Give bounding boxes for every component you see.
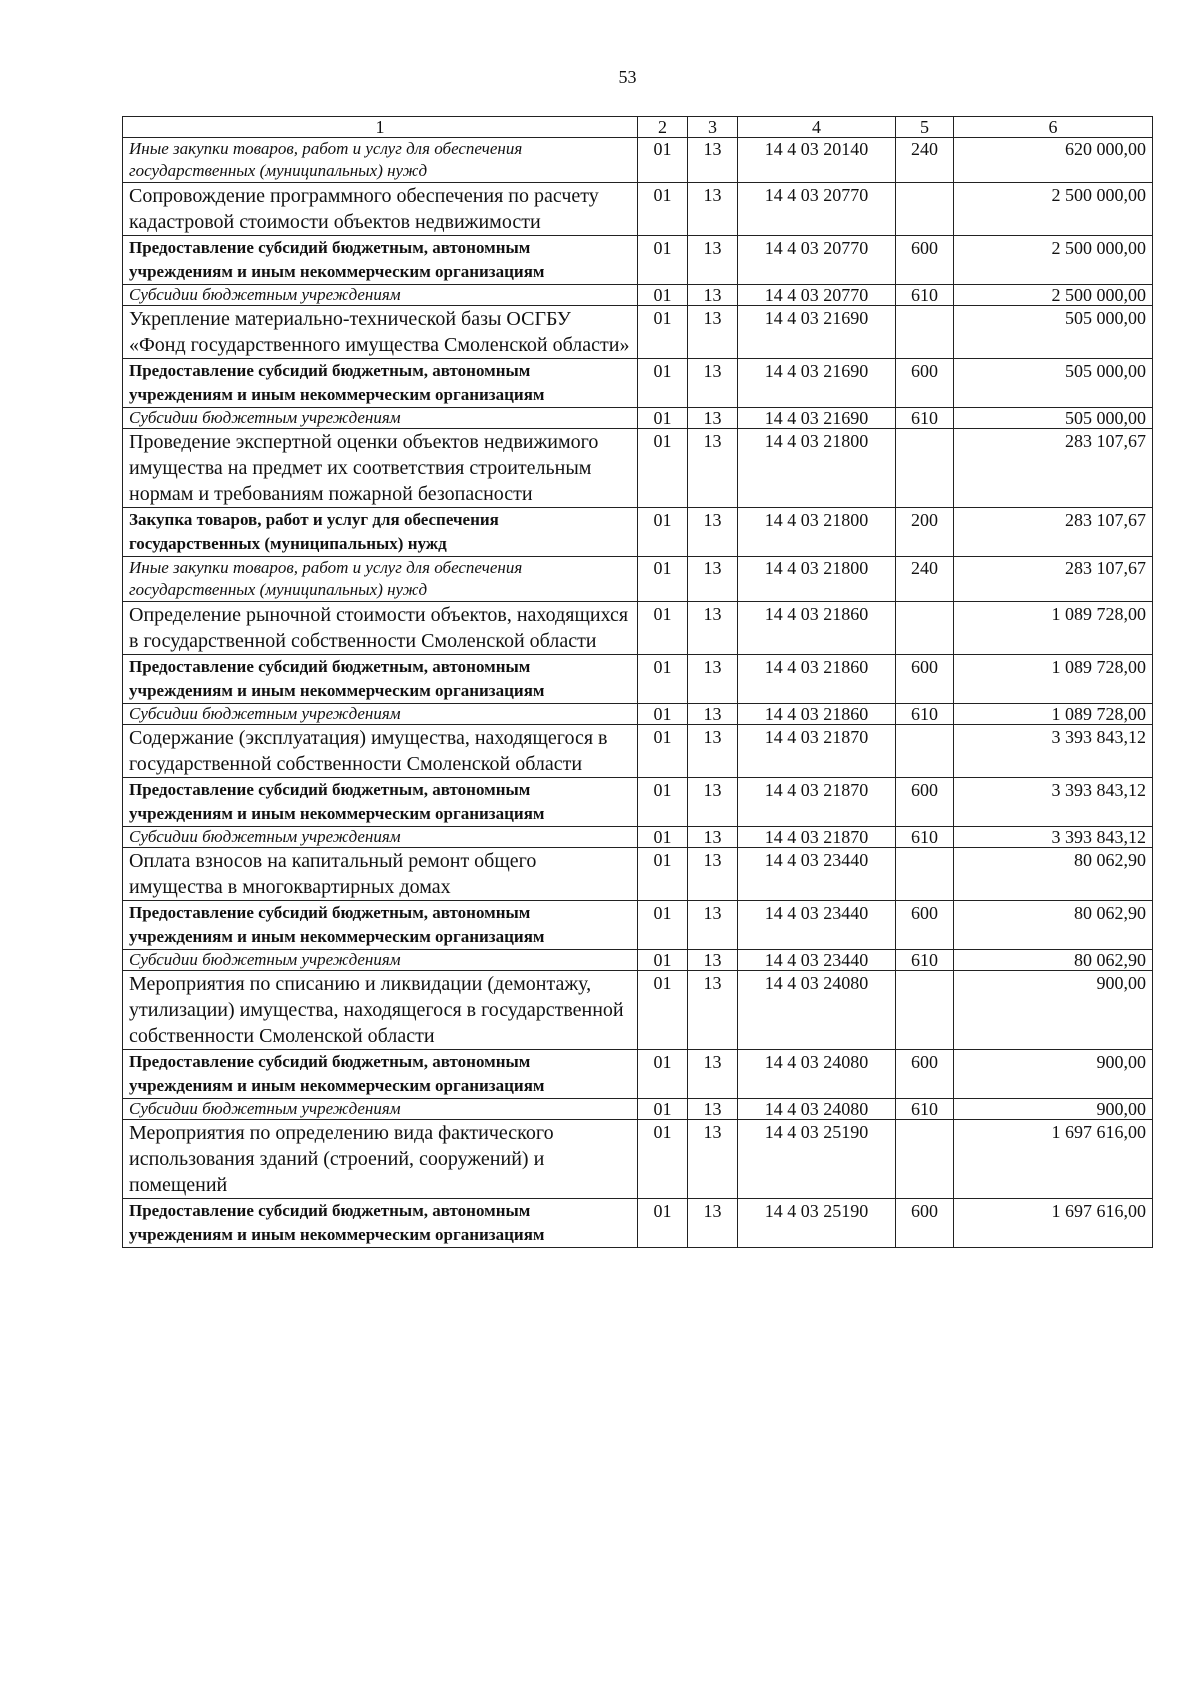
- row-section-cell: 01: [638, 971, 688, 1050]
- page-number: 53: [618, 67, 637, 87]
- row-expense-type-cell: 240: [896, 138, 954, 183]
- row-target-article-cell: 14 4 03 25190: [738, 1199, 896, 1248]
- row-subsection-cell: 13: [688, 359, 738, 408]
- row-expense-type-cell: 600: [896, 236, 954, 285]
- row-section-cell: 01: [638, 408, 688, 429]
- row-subsection-cell: 13: [688, 1199, 738, 1248]
- row-section-cell: 01: [638, 557, 688, 602]
- row-section-cell: 01: [638, 704, 688, 725]
- row-amount-cell: 2 500 000,00: [954, 285, 1153, 306]
- table-row: [123, 1099, 1153, 1120]
- row-amount-cell: 505 000,00: [954, 359, 1153, 408]
- row-target-article-cell: 14 4 03 21860: [738, 655, 896, 704]
- row-expense-type-cell: [896, 971, 954, 1050]
- row-expense-type-cell: 240: [896, 557, 954, 602]
- row-section-cell: 01: [638, 183, 688, 236]
- row-section-cell: 01: [638, 1099, 688, 1120]
- table-row: [123, 183, 1153, 236]
- row-target-article-cell: 14 4 03 21870: [738, 827, 896, 848]
- table-row: [123, 971, 1153, 1050]
- table-row: [123, 1050, 1153, 1099]
- row-target-article-cell: 14 4 03 24080: [738, 1099, 896, 1120]
- row-target-article-cell: 14 4 03 21690: [738, 408, 896, 429]
- table-row: [123, 655, 1153, 704]
- row-target-article-cell: 14 4 03 21690: [738, 359, 896, 408]
- row-amount-cell: 3 393 843,12: [954, 725, 1153, 778]
- row-amount-cell: 505 000,00: [954, 306, 1153, 359]
- row-name-cell: Определение рыночной стоимости объектов, находящихся в государственной собственности Смоленской области: [123, 602, 638, 655]
- table-row: [123, 429, 1153, 508]
- row-amount-cell: 1 697 616,00: [954, 1199, 1153, 1248]
- row-amount-cell: 283 107,67: [954, 429, 1153, 508]
- row-subsection-cell: 13: [688, 971, 738, 1050]
- row-amount-cell: 620 000,00: [954, 138, 1153, 183]
- row-amount-cell: 900,00: [954, 1050, 1153, 1099]
- row-target-article-cell: 14 4 03 21800: [738, 429, 896, 508]
- row-amount-cell: 283 107,67: [954, 508, 1153, 557]
- row-name-cell: Предоставление субсидий бюджетным, автономным учреждениям и иным некоммерческим организациям: [123, 1050, 638, 1099]
- row-subsection-cell: 13: [688, 306, 738, 359]
- row-expense-type-cell: 610: [896, 950, 954, 971]
- row-subsection-cell: 13: [688, 778, 738, 827]
- row-expense-type-cell: [896, 306, 954, 359]
- row-target-article-cell: 14 4 03 23440: [738, 901, 896, 950]
- row-expense-type-cell: 610: [896, 704, 954, 725]
- row-section-cell: 01: [638, 602, 688, 655]
- table-row: [123, 306, 1153, 359]
- row-section-cell: 01: [638, 950, 688, 971]
- row-name-cell: Субсидии бюджетным учреждениям: [123, 950, 638, 971]
- row-amount-cell: 2 500 000,00: [954, 236, 1153, 285]
- row-expense-type-cell: 200: [896, 508, 954, 557]
- row-subsection-cell: 13: [688, 901, 738, 950]
- row-expense-type-cell: 610: [896, 827, 954, 848]
- row-subsection-cell: 13: [688, 725, 738, 778]
- table-row: [123, 704, 1153, 725]
- table-row: [123, 508, 1153, 557]
- row-subsection-cell: 13: [688, 1099, 738, 1120]
- row-subsection-cell: 13: [688, 408, 738, 429]
- row-name-cell: Содержание (эксплуатация) имущества, находящегося в государственной собственности Смоленской области: [123, 725, 638, 778]
- table-row: [123, 1120, 1153, 1199]
- row-target-article-cell: 14 4 03 21870: [738, 725, 896, 778]
- row-section-cell: 01: [638, 848, 688, 901]
- row-section-cell: 01: [638, 285, 688, 306]
- row-subsection-cell: 13: [688, 183, 738, 236]
- row-name-cell: Субсидии бюджетным учреждениям: [123, 1099, 638, 1120]
- row-name-cell: Мероприятия по определению вида фактического использования зданий (строений, сооружений) и помещений: [123, 1120, 638, 1199]
- row-target-article-cell: 14 4 03 21870: [738, 778, 896, 827]
- column-header: 2: [638, 117, 688, 138]
- row-target-article-cell: 14 4 03 21860: [738, 704, 896, 725]
- row-section-cell: 01: [638, 778, 688, 827]
- column-number-row: [123, 117, 1153, 138]
- row-expense-type-cell: 610: [896, 408, 954, 429]
- row-target-article-cell: 14 4 03 23440: [738, 950, 896, 971]
- row-name-cell: Иные закупки товаров, работ и услуг для обеспечения государственных (муниципальных) нужд: [123, 138, 638, 183]
- row-section-cell: 01: [638, 508, 688, 557]
- table-row: [123, 778, 1153, 827]
- row-name-cell: Предоставление субсидий бюджетным, автономным учреждениям и иным некоммерческим организациям: [123, 655, 638, 704]
- row-expense-type-cell: [896, 1120, 954, 1199]
- row-target-article-cell: 14 4 03 20770: [738, 183, 896, 236]
- table-row: [123, 827, 1153, 848]
- table-row: [123, 848, 1153, 901]
- row-name-cell: Оплата взносов на капитальный ремонт общего имущества в многоквартирных домах: [123, 848, 638, 901]
- row-name-cell: Закупка товаров, работ и услуг для обеспечения государственных (муниципальных) нужд: [123, 508, 638, 557]
- table-row: [123, 138, 1153, 183]
- row-section-cell: 01: [638, 1050, 688, 1099]
- row-subsection-cell: 13: [688, 285, 738, 306]
- column-header: 3: [688, 117, 738, 138]
- row-subsection-cell: 13: [688, 704, 738, 725]
- row-name-cell: Предоставление субсидий бюджетным, автономным учреждениям и иным некоммерческим организациям: [123, 1199, 638, 1248]
- row-expense-type-cell: 600: [896, 1199, 954, 1248]
- row-name-cell: Субсидии бюджетным учреждениям: [123, 827, 638, 848]
- row-expense-type-cell: [896, 848, 954, 901]
- column-header: 5: [896, 117, 954, 138]
- row-section-cell: 01: [638, 1120, 688, 1199]
- column-header: 6: [954, 117, 1153, 138]
- row-expense-type-cell: 600: [896, 1050, 954, 1099]
- row-expense-type-cell: 610: [896, 1099, 954, 1120]
- row-section-cell: 01: [638, 1199, 688, 1248]
- row-section-cell: 01: [638, 655, 688, 704]
- row-section-cell: 01: [638, 236, 688, 285]
- row-target-article-cell: 14 4 03 25190: [738, 1120, 896, 1199]
- row-name-cell: Субсидии бюджетным учреждениям: [123, 285, 638, 306]
- row-name-cell: Предоставление субсидий бюджетным, автономным учреждениям и иным некоммерческим организациям: [123, 359, 638, 408]
- row-expense-type-cell: [896, 602, 954, 655]
- table-row: [123, 725, 1153, 778]
- row-name-cell: Иные закупки товаров, работ и услуг для обеспечения государственных (муниципальных) нужд: [123, 557, 638, 602]
- row-amount-cell: 505 000,00: [954, 408, 1153, 429]
- row-amount-cell: 3 393 843,12: [954, 827, 1153, 848]
- row-amount-cell: 80 062,90: [954, 848, 1153, 901]
- row-amount-cell: 1 089 728,00: [954, 655, 1153, 704]
- column-header: 4: [738, 117, 896, 138]
- row-target-article-cell: 14 4 03 20140: [738, 138, 896, 183]
- row-target-article-cell: 14 4 03 23440: [738, 848, 896, 901]
- row-amount-cell: 2 500 000,00: [954, 183, 1153, 236]
- row-target-article-cell: 14 4 03 20770: [738, 236, 896, 285]
- row-subsection-cell: 13: [688, 848, 738, 901]
- row-target-article-cell: 14 4 03 21800: [738, 508, 896, 557]
- row-amount-cell: 900,00: [954, 971, 1153, 1050]
- row-section-cell: 01: [638, 725, 688, 778]
- row-name-cell: Предоставление субсидий бюджетным, автономным учреждениям и иным некоммерческим организациям: [123, 778, 638, 827]
- row-amount-cell: 80 062,90: [954, 950, 1153, 971]
- table-row: [123, 236, 1153, 285]
- row-expense-type-cell: 600: [896, 655, 954, 704]
- row-subsection-cell: 13: [688, 655, 738, 704]
- row-subsection-cell: 13: [688, 1120, 738, 1199]
- row-subsection-cell: 13: [688, 827, 738, 848]
- row-subsection-cell: 13: [688, 508, 738, 557]
- row-target-article-cell: 14 4 03 24080: [738, 1050, 896, 1099]
- row-subsection-cell: 13: [688, 950, 738, 971]
- table-row: [123, 408, 1153, 429]
- table-row: [123, 901, 1153, 950]
- row-section-cell: 01: [638, 138, 688, 183]
- row-section-cell: 01: [638, 429, 688, 508]
- row-expense-type-cell: 600: [896, 359, 954, 408]
- row-name-cell: Предоставление субсидий бюджетным, автономным учреждениям и иным некоммерческим организациям: [123, 236, 638, 285]
- budget-table: [122, 116, 1153, 1248]
- table-row: [123, 950, 1153, 971]
- table-row: [123, 285, 1153, 306]
- row-target-article-cell: 14 4 03 20770: [738, 285, 896, 306]
- row-amount-cell: 3 393 843,12: [954, 778, 1153, 827]
- table-row: [123, 557, 1153, 602]
- row-amount-cell: 1 089 728,00: [954, 602, 1153, 655]
- row-expense-type-cell: [896, 183, 954, 236]
- row-amount-cell: 1 697 616,00: [954, 1120, 1153, 1199]
- row-section-cell: 01: [638, 901, 688, 950]
- row-section-cell: 01: [638, 359, 688, 408]
- row-subsection-cell: 13: [688, 602, 738, 655]
- row-target-article-cell: 14 4 03 24080: [738, 971, 896, 1050]
- row-name-cell: Субсидии бюджетным учреждениям: [123, 408, 638, 429]
- row-expense-type-cell: 600: [896, 901, 954, 950]
- row-target-article-cell: 14 4 03 21860: [738, 602, 896, 655]
- row-amount-cell: 80 062,90: [954, 901, 1153, 950]
- row-name-cell: Предоставление субсидий бюджетным, автономным учреждениям и иным некоммерческим организациям: [123, 901, 638, 950]
- row-section-cell: 01: [638, 827, 688, 848]
- row-subsection-cell: 13: [688, 138, 738, 183]
- row-expense-type-cell: [896, 725, 954, 778]
- row-amount-cell: 900,00: [954, 1099, 1153, 1120]
- row-name-cell: Сопровождение программного обеспечения по расчету кадастровой стоимости объектов недвижимости: [123, 183, 638, 236]
- column-header: 1: [123, 117, 638, 138]
- row-expense-type-cell: [896, 429, 954, 508]
- row-amount-cell: 1 089 728,00: [954, 704, 1153, 725]
- row-name-cell: Укрепление материально-технической базы ОСГБУ «Фонд государственного имущества Смоленской области»: [123, 306, 638, 359]
- table-row: [123, 1199, 1153, 1248]
- row-subsection-cell: 13: [688, 429, 738, 508]
- table-row: [123, 359, 1153, 408]
- row-subsection-cell: 13: [688, 236, 738, 285]
- row-expense-type-cell: 610: [896, 285, 954, 306]
- row-section-cell: 01: [638, 306, 688, 359]
- table-row: [123, 602, 1153, 655]
- row-amount-cell: 283 107,67: [954, 557, 1153, 602]
- row-target-article-cell: 14 4 03 21690: [738, 306, 896, 359]
- row-name-cell: Мероприятия по списанию и ликвидации (демонтажу, утилизации) имущества, находящегося в государственной собственности Смоленской области: [123, 971, 638, 1050]
- row-subsection-cell: 13: [688, 1050, 738, 1099]
- row-subsection-cell: 13: [688, 557, 738, 602]
- row-name-cell: Проведение экспертной оценки объектов недвижимого имущества на предмет их соответствия строительным нормам и требованиям пожарной безопасности: [123, 429, 638, 508]
- row-expense-type-cell: 600: [896, 778, 954, 827]
- row-name-cell: Субсидии бюджетным учреждениям: [123, 704, 638, 725]
- row-target-article-cell: 14 4 03 21800: [738, 557, 896, 602]
